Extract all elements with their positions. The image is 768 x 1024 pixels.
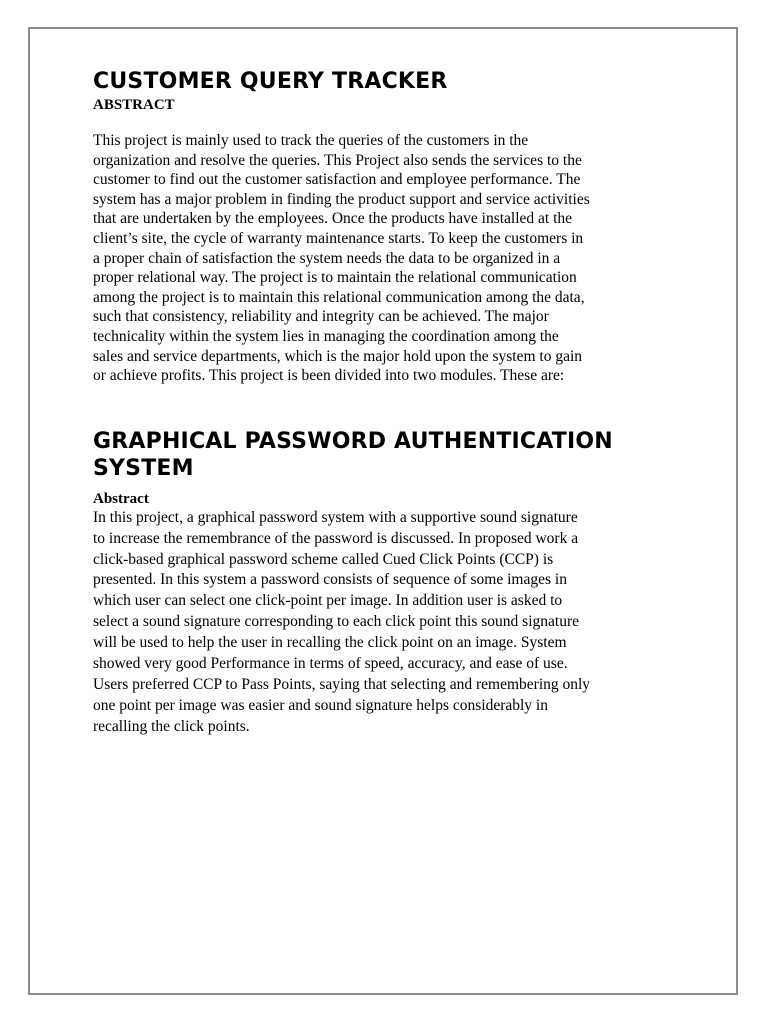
text-line: will be used to help the user in recalling the click point on an image. System	[93, 634, 567, 652]
text-line: click-based graphical password scheme called Cued Click Points (CCP) is	[93, 550, 554, 568]
text-line: customer to find out the customer satisfaction and employee performance. The	[93, 171, 581, 189]
text-line: Users preferred CCP to Pass Points, saying that selecting and remembering only	[93, 675, 591, 693]
text-line: or achieve profits. This project is been divided into two modules. These are:	[93, 367, 565, 385]
section-title-customer-query-tracker: CUSTOMER QUERY TRACKER	[93, 69, 448, 94]
title-line: GRAPHICAL PASSWORD AUTHENTICATION	[93, 428, 613, 454]
text-line: such that consistency, reliability and integrity can be achieved. The major	[93, 308, 549, 326]
text-line: which user can select one click-point per image. In addition user is asked to	[93, 592, 563, 610]
title-line: SYSTEM	[93, 455, 194, 481]
abstract-paragraph	[93, 508, 683, 738]
text-line: among the project is to maintain this relational communication among the data,	[93, 288, 585, 306]
text-line: to increase the remembrance of the password is discussed. In proposed work a	[93, 529, 579, 547]
text-line: client’s site, the cycle of warranty maintenance starts. To keep the customers in	[93, 229, 584, 247]
text-line: one point per image was easier and sound signature helps considerably in	[93, 696, 548, 714]
text-line: technicality within the system lies in managing the coordination among the	[93, 327, 559, 345]
document-content	[93, 68, 683, 738]
text-line: In this project, a graphical password system with a supportive sound signature	[93, 508, 578, 526]
text-line: showed very good Performance in terms of speed, accuracy, and ease of use.	[93, 655, 568, 673]
text-line: system has a major problem in finding the product support and service activities	[93, 190, 590, 208]
abstract-label: ABSTRACT	[93, 97, 175, 113]
text-line: organization and resolve the queries. This Project also sends the services to the	[93, 151, 582, 169]
text-line: This project is mainly used to track the queries of the customers in the	[93, 132, 529, 149]
abstract-label: Abstract	[93, 490, 149, 507]
abstract-paragraph	[93, 131, 683, 386]
text-line: recalling the click points.	[93, 717, 250, 735]
section-title-graphical-password	[93, 428, 683, 482]
text-line: a proper chain of satisfaction the system needs the data to be organized in a	[93, 249, 561, 267]
text-line: select a sound signature corresponding to each click point this sound signature	[93, 613, 579, 631]
text-line: proper relational way. The project is to maintain the relational communication	[93, 269, 577, 287]
text-line: presented. In this system a password consists of sequence of some images in	[93, 571, 567, 589]
text-line: that are undertaken by the employees. Once the products have installed at the	[93, 210, 573, 228]
text-line: sales and service departments, which is the major hold upon the system to gain	[93, 347, 582, 365]
